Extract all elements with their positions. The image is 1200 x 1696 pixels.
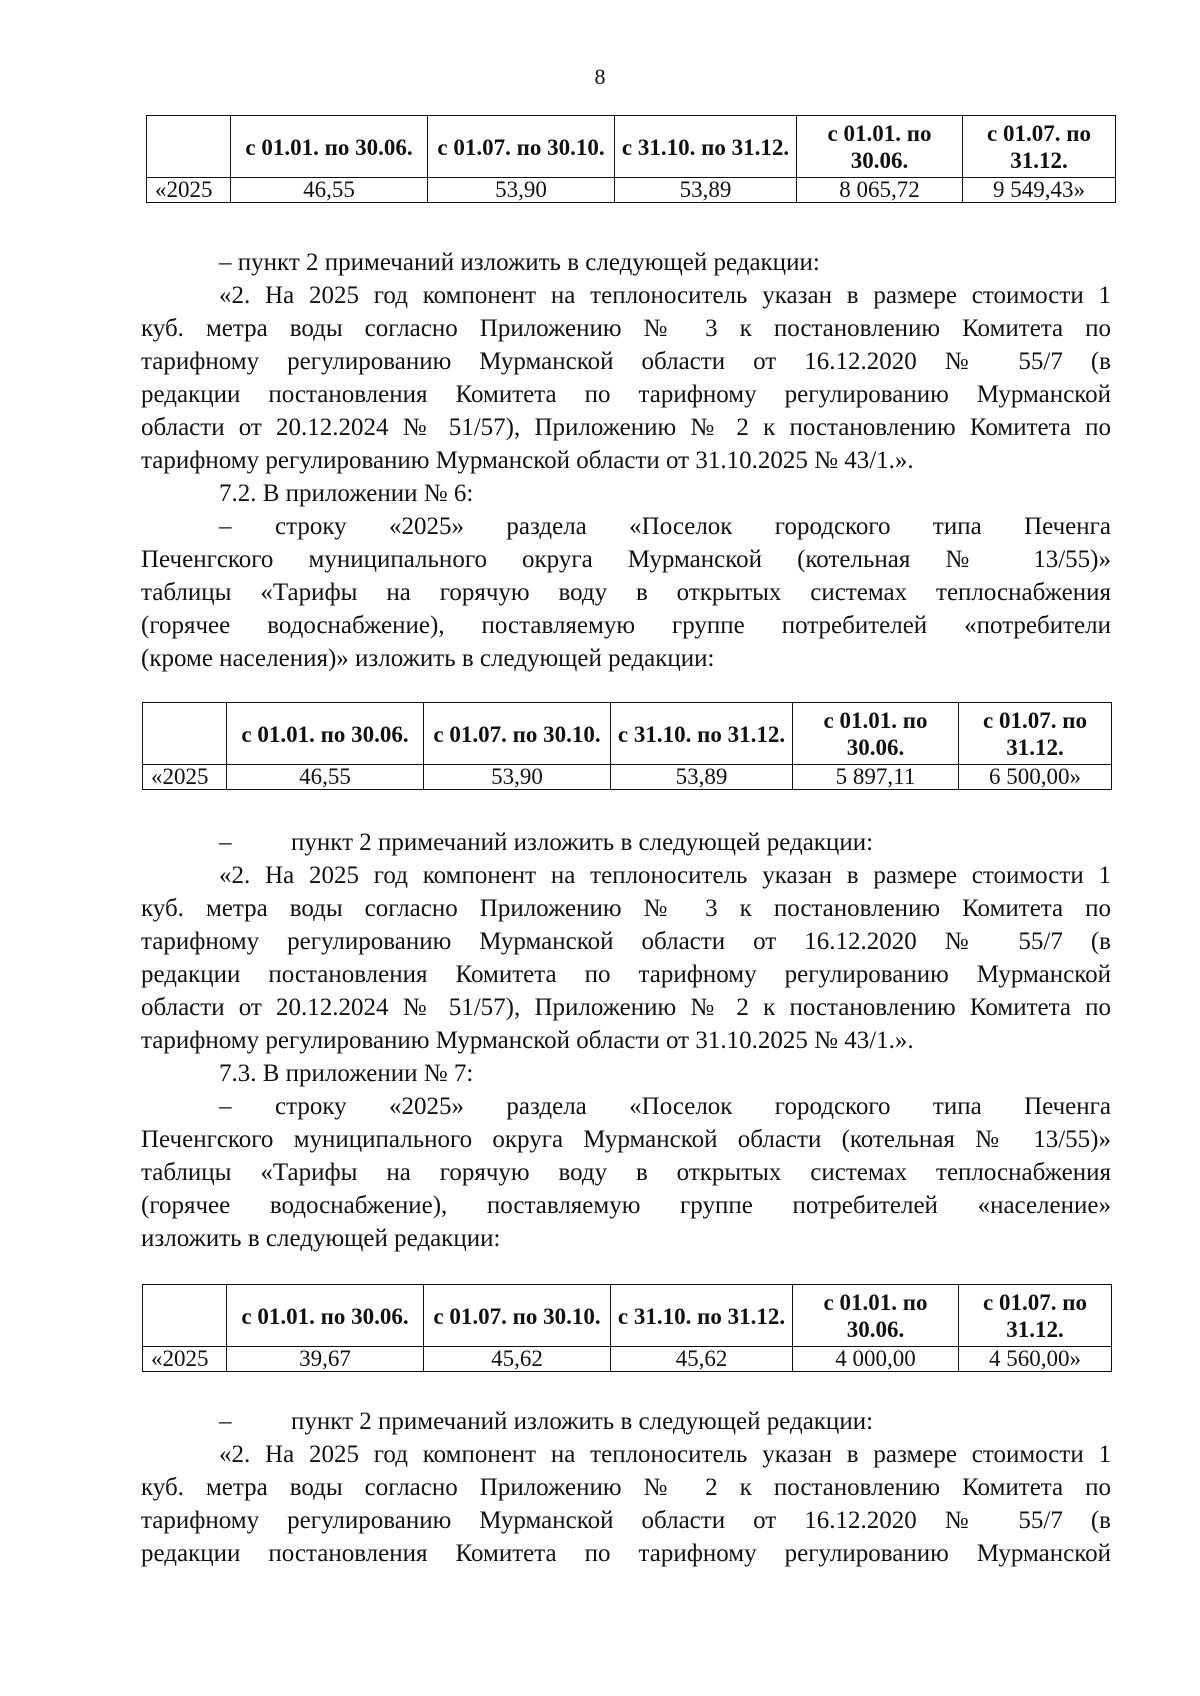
subsection-heading: 7.3. В приложении № 7: — [219, 1060, 474, 1087]
value-cell: 9 549,43» — [963, 178, 1116, 203]
value-cell: 4 000,00 — [793, 1347, 959, 1372]
table-row — [143, 765, 1112, 790]
value-cell: 6 500,00» — [959, 765, 1112, 790]
row-instruction-last: (кроме населения)» изложить в следующей редакции: — [141, 645, 715, 672]
year-cell: «2025 — [147, 178, 231, 203]
quote-line: редакции постановления Комитета по тарифному регулированию Мурманской — [141, 381, 1111, 408]
row-instruction-line: (горячее водоснабжение), поставляемую группе потребителей «потребители — [141, 612, 1111, 639]
quote-line: редакции постановления Комитета по тарифному регулированию Мурманской — [141, 1540, 1111, 1567]
row-instruction-first: – строку «2025» раздела «Поселок городского типа Печенга — [219, 1093, 1111, 1120]
quote-line: куб. метра воды согласно Приложению № 2 к постановлению Комитета по — [141, 1474, 1111, 1501]
year-cell: «2025 — [143, 765, 227, 790]
quote-line: «2. На 2025 год компонент на теплоноситель указан в размере стоимости 1 — [219, 1441, 1111, 1468]
value-cell: 8 065,72 — [797, 178, 963, 203]
header-cell: с 01.01. по 30.06. — [793, 703, 959, 765]
section-7-2-text — [141, 826, 1111, 1255]
row-instruction-line: Печенгского муниципального округа Мурманской (котельная № 13/55)» — [141, 546, 1111, 573]
header-cell: с 01.07. по 30.10. — [424, 703, 611, 765]
header-cell: с 01.01. по 30.06. — [227, 703, 424, 765]
value-cell: 53,90 — [424, 765, 611, 790]
quote-line: тарифному регулированию Мурманской области от 16.12.2020 № 55/7 (в — [141, 348, 1111, 375]
header-cell: с 01.01. по 30.06. — [797, 116, 963, 178]
table-header-row — [143, 1285, 1112, 1347]
header-cell: с 01.01. по 30.06. — [793, 1285, 959, 1347]
header-cell: с 31.10. по 31.12. — [611, 1285, 793, 1347]
row-instruction-line: таблицы «Тарифы на горячую воду в открытых системах теплоснабжения — [141, 1159, 1111, 1186]
quote-line: тарифному регулированию Мурманской области от 16.12.2020 № 55/7 (в — [141, 928, 1111, 955]
value-cell: 53,89 — [615, 178, 797, 203]
header-cell: с 01.07. по 31.12. — [959, 1285, 1112, 1347]
value-cell: 45,62 — [611, 1347, 793, 1372]
quote-line: куб. метра воды согласно Приложению № 3 к постановлению Комитета по — [141, 315, 1111, 342]
value-cell: 53,90 — [428, 178, 615, 203]
row-instruction-line: таблицы «Тарифы на горячую воду в открытых системах теплоснабжения — [141, 579, 1111, 606]
section-7-1-text — [141, 246, 1111, 675]
dash-item: – пункт 2 примечаний изложить в следующей редакции: — [219, 249, 820, 276]
subsection-heading: 7.2. В приложении № 6: — [219, 480, 474, 507]
quote-line: области от 20.12.2024 № 51/57), Приложению № 2 к постановлению Комитета по — [141, 994, 1111, 1021]
year-cell: «2025 — [143, 1347, 227, 1372]
dash-item: – пункт 2 примечаний изложить в следующей редакции: — [219, 1408, 874, 1435]
quote-line: «2. На 2025 год компонент на теплоноситель указан в размере стоимости 1 — [219, 862, 1111, 889]
dash-item: – пункт 2 примечаний изложить в следующей редакции: — [219, 829, 874, 856]
value-cell: 5 897,11 — [793, 765, 959, 790]
row-instruction-first: – строку «2025» раздела «Поселок городского типа Печенга — [219, 513, 1111, 540]
header-cell-empty — [143, 1285, 227, 1347]
quote-line: тарифному регулированию Мурманской области от 16.12.2020 № 55/7 (в — [141, 1507, 1111, 1534]
row-instruction-line: (горячее водоснабжение), поставляемую группе потребителей «население» — [141, 1192, 1111, 1219]
header-cell-empty — [147, 116, 231, 178]
tariff-table-1 — [146, 115, 1116, 203]
quote-line: куб. метра воды согласно Приложению № 3 к постановлению Комитета по — [141, 895, 1111, 922]
row-instruction-last: изложить в следующей редакции: — [141, 1225, 501, 1252]
header-cell: с 01.07. по 31.12. — [963, 116, 1116, 178]
quote-line-last: тарифному регулированию Мурманской области от 31.10.2025 № 43/1.». — [141, 1027, 914, 1054]
table-row — [147, 178, 1116, 203]
value-cell: 39,67 — [227, 1347, 424, 1372]
tariff-table-3 — [142, 1284, 1112, 1372]
header-cell: с 01.01. по 30.06. — [227, 1285, 424, 1347]
page-number: 8 — [594, 64, 606, 89]
row-instruction-line: Печенгского муниципального округа Мурманской области (котельная № 13/55)» — [141, 1126, 1111, 1153]
header-cell: с 01.01. по 30.06. — [231, 116, 428, 178]
table-row — [143, 1347, 1112, 1372]
value-cell: 45,62 — [424, 1347, 611, 1372]
value-cell: 4 560,00» — [959, 1347, 1112, 1372]
quote-line: редакции постановления Комитета по тарифному регулированию Мурманской — [141, 961, 1111, 988]
header-cell: с 01.07. по 30.10. — [424, 1285, 611, 1347]
value-cell: 46,55 — [227, 765, 424, 790]
quote-line: «2. На 2025 год компонент на теплоноситель указан в размере стоимости 1 — [219, 282, 1111, 309]
value-cell: 53,89 — [611, 765, 793, 790]
quote-line: области от 20.12.2024 № 51/57), Приложению № 2 к постановлению Комитета по — [141, 414, 1111, 441]
tariff-table-2 — [142, 702, 1112, 790]
header-cell-empty — [143, 703, 227, 765]
header-cell: с 31.10. по 31.12. — [611, 703, 793, 765]
header-cell: с 01.07. по 31.12. — [959, 703, 1112, 765]
header-cell: с 01.07. по 30.10. — [428, 116, 615, 178]
header-cell: с 31.10. по 31.12. — [615, 116, 797, 178]
table-header-row — [143, 703, 1112, 765]
section-7-3-text — [141, 1405, 1111, 1570]
value-cell: 46,55 — [231, 178, 428, 203]
table-header-row — [147, 116, 1116, 178]
quote-line-last: тарифному регулированию Мурманской области от 31.10.2025 № 43/1.». — [141, 447, 914, 474]
